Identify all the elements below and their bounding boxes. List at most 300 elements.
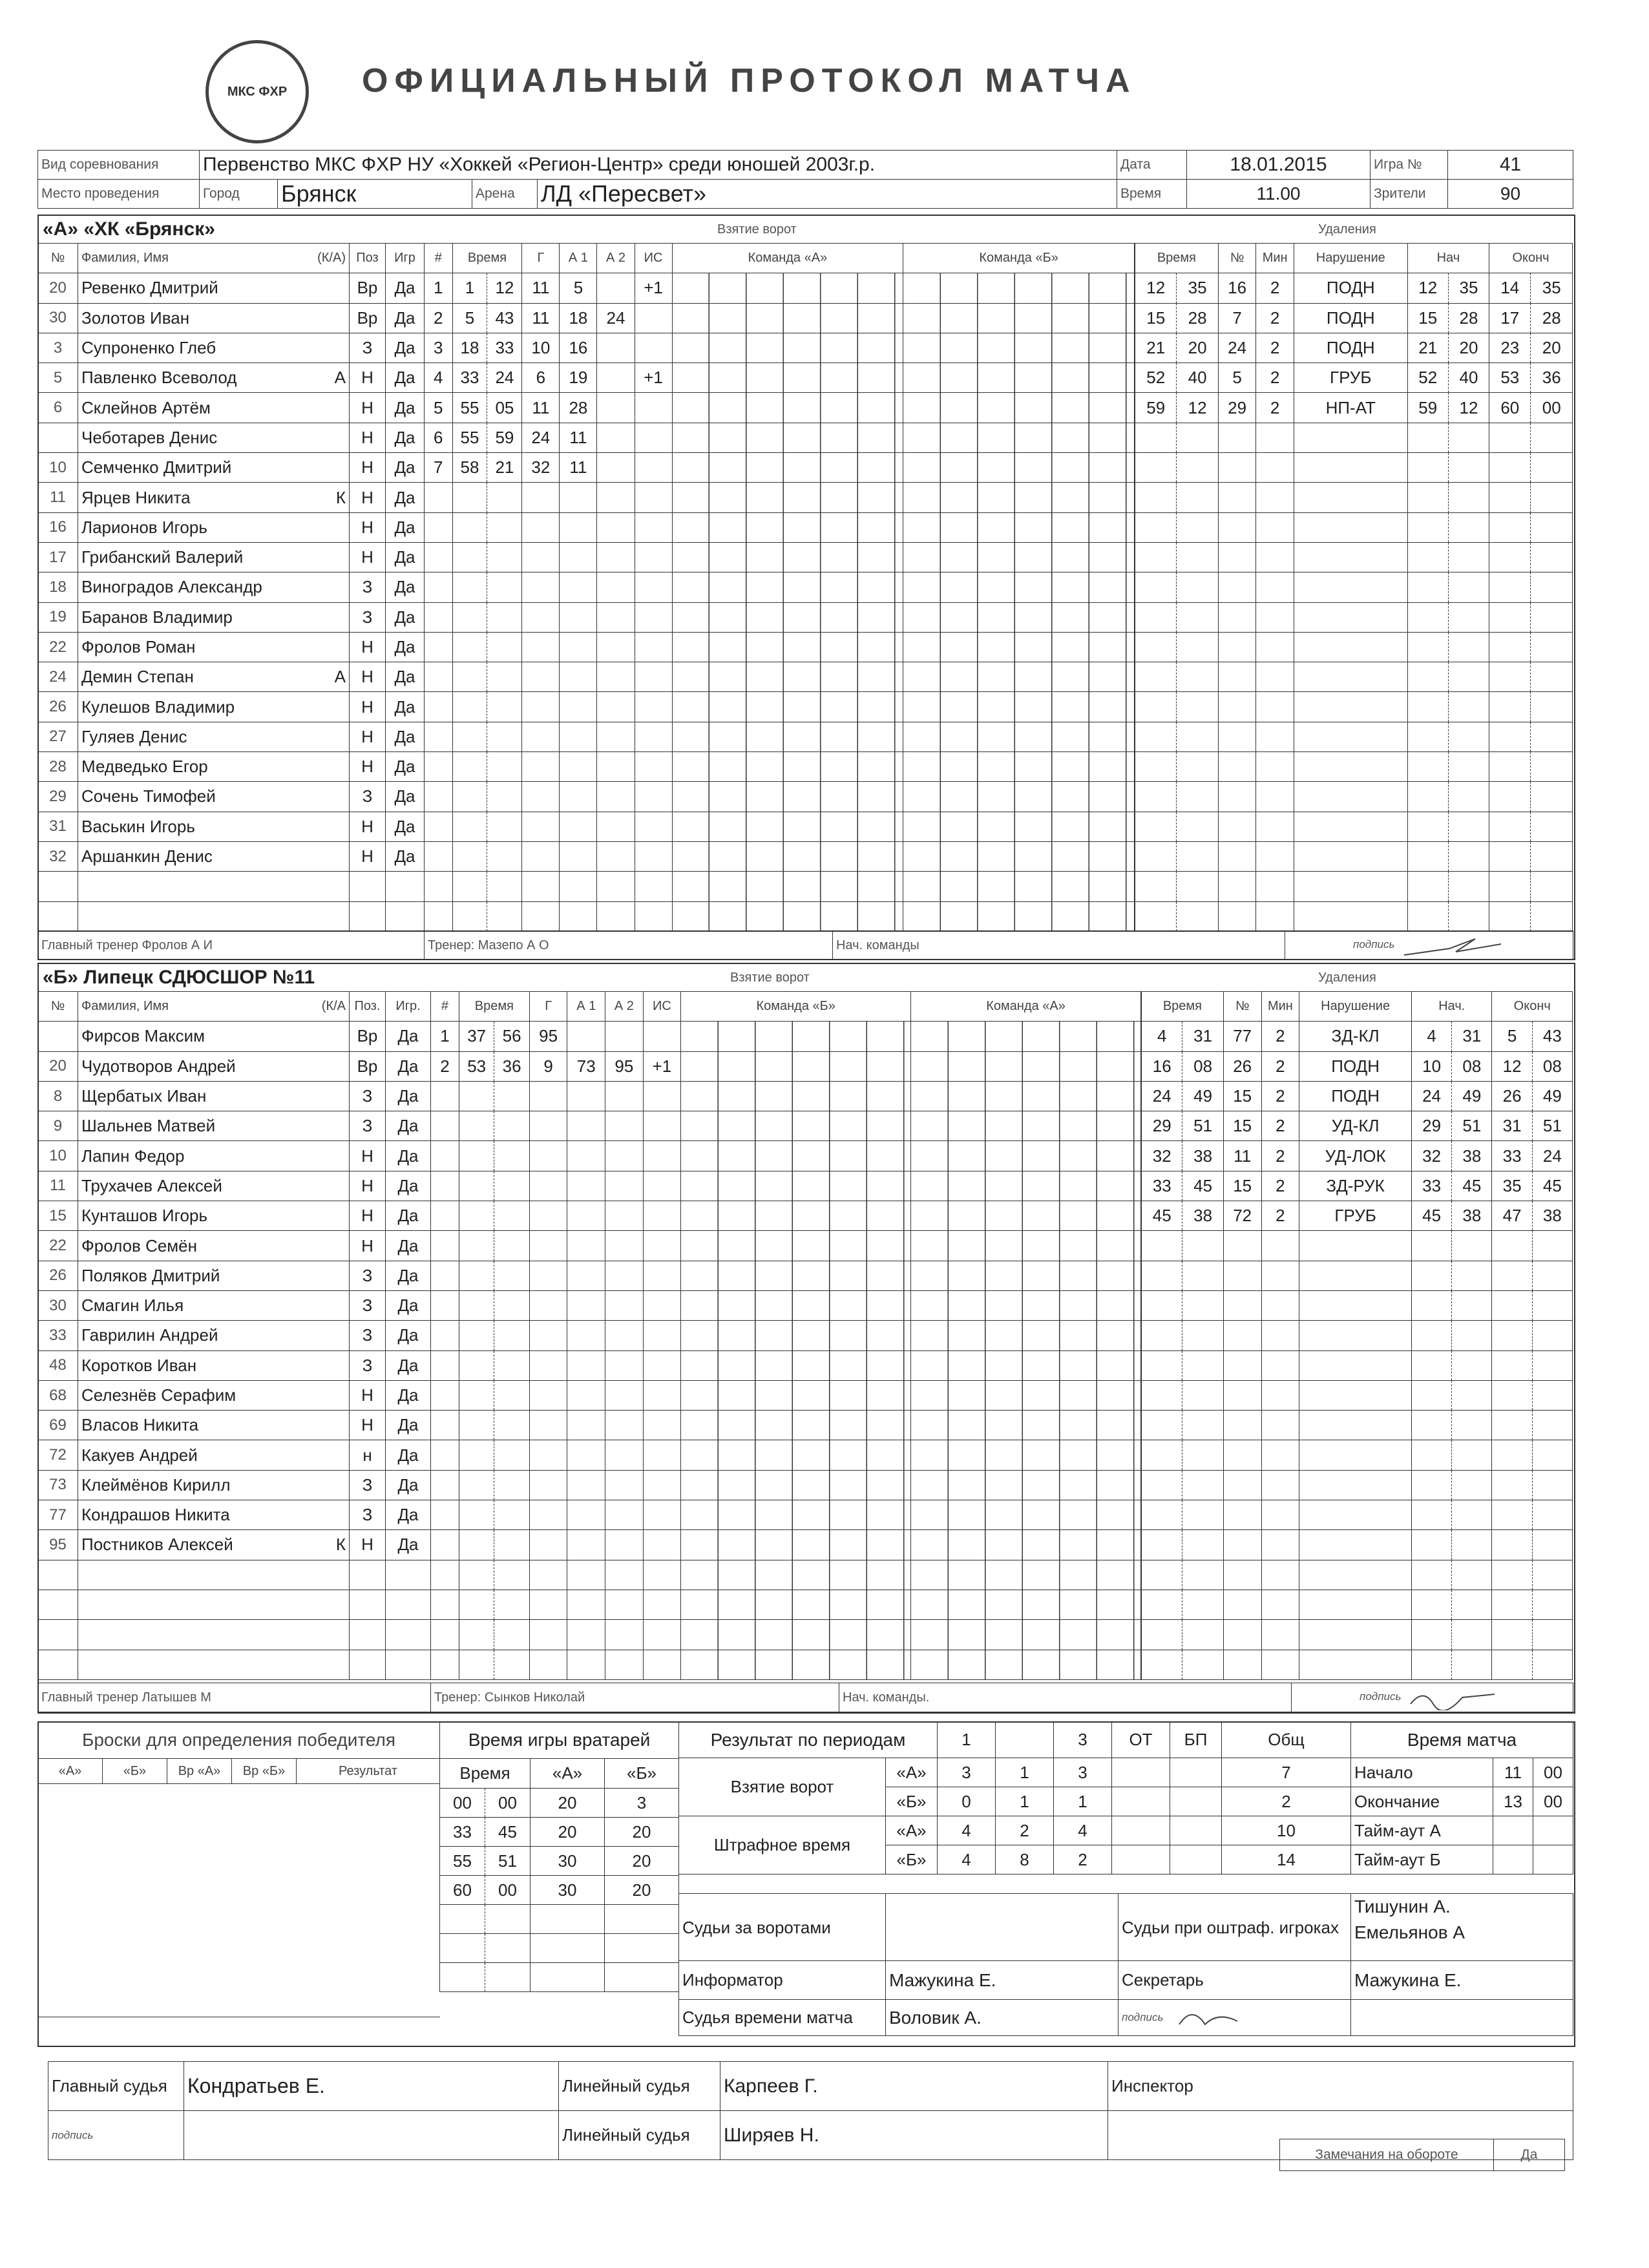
player-name	[78, 1380, 350, 1410]
pen-player	[1218, 812, 1256, 841]
goal-assist-1	[567, 1500, 605, 1530]
pen-violation	[1299, 1350, 1412, 1380]
goal-index	[431, 1111, 459, 1141]
pen-second	[1182, 1530, 1223, 1560]
player-name-text: Кунташов Игорь	[81, 1206, 207, 1226]
onice-a	[672, 483, 903, 512]
col-so-a: «А»	[38, 1759, 103, 1784]
goal-assist-2	[597, 542, 635, 572]
player-position: З	[350, 1321, 386, 1350]
goal-second: 59	[487, 423, 522, 452]
pen-start-min	[1412, 1261, 1452, 1290]
col-assist-1: А 1	[567, 992, 605, 1022]
goal-index	[425, 752, 453, 782]
goal-scorer	[522, 662, 560, 692]
player-position: Н	[350, 453, 386, 483]
pen-violation	[1294, 901, 1407, 931]
player-name	[78, 1470, 350, 1500]
pen-end-min: 53	[1489, 363, 1531, 393]
pen-end-min	[1489, 692, 1531, 722]
player-row	[38, 872, 425, 901]
col-played: Игр.	[386, 992, 431, 1022]
player-name-text: Шальнев Матвей	[81, 1116, 216, 1136]
goal-assist-1	[560, 483, 597, 512]
team-a-chief: Нач. команды	[833, 931, 1285, 960]
pen-end-min: 35	[1492, 1171, 1532, 1201]
pen-second: 28	[1177, 303, 1218, 333]
pen-second	[1177, 632, 1218, 662]
player-played: Да	[386, 273, 425, 303]
goal-second: 12	[487, 273, 522, 303]
penalty-row	[1135, 572, 1573, 602]
player-row	[38, 1141, 431, 1171]
main-referee-value: Кондратьев Е.	[184, 2062, 559, 2111]
main-referee-signature: подпись	[48, 2111, 184, 2160]
player-row	[38, 602, 425, 632]
pen-minute: 12	[1135, 273, 1177, 303]
gk-a-number: 30	[530, 1847, 605, 1876]
goal-minute	[452, 512, 487, 542]
goal-strength	[643, 1201, 681, 1231]
onice-b	[903, 872, 1135, 901]
pen-minute	[1142, 1620, 1182, 1650]
pen-violation	[1294, 453, 1407, 483]
player-name-text: Ларионов Игорь	[81, 517, 207, 537]
pen-minutes	[1256, 692, 1294, 722]
pen-start-min: 52	[1407, 363, 1448, 393]
penalty-row	[1142, 1290, 1573, 1320]
pim-b-p3: 2	[1054, 1845, 1112, 1874]
pen-minute	[1135, 782, 1177, 812]
pen-end-min	[1489, 841, 1531, 871]
pen-minute	[1142, 1590, 1182, 1619]
goal-index	[431, 1530, 459, 1560]
player-row	[38, 1201, 431, 1231]
pim-a-p1: 4	[938, 1816, 996, 1845]
goal-assist-1	[560, 572, 597, 602]
goal-second	[487, 542, 522, 572]
pen-start-min	[1412, 1620, 1452, 1650]
player-name-text: Чеботарев Денис	[81, 427, 218, 447]
pen-second	[1177, 453, 1218, 483]
col-period-3: 3	[1054, 1722, 1112, 1758]
goal-assist-1	[560, 752, 597, 782]
goal-assist-2	[605, 1530, 644, 1560]
player-name-text: Грибанский Валерий	[81, 547, 244, 567]
goal-second: 33	[487, 333, 522, 362]
pen-start-sec	[1452, 1350, 1492, 1380]
player-played: Да	[386, 812, 425, 841]
goal-second	[494, 1411, 529, 1440]
goal-assist-2: 24	[597, 303, 635, 333]
team-b-staff	[37, 1683, 1573, 1712]
pen-minutes	[1256, 542, 1294, 572]
pen-player: 77	[1223, 1022, 1261, 1051]
pen-player	[1223, 1261, 1261, 1290]
onice-a	[681, 1411, 911, 1440]
player-name-text: Постников Алексей	[81, 1535, 233, 1555]
goal-assist-2	[605, 1560, 644, 1590]
player-name	[78, 393, 350, 423]
player-name-text: Виноградов Александр	[81, 577, 262, 597]
pen-minute	[1135, 692, 1177, 722]
goal-index	[431, 1560, 459, 1590]
pen-end-sec: 35	[1531, 273, 1573, 303]
pen-end-sec: 36	[1531, 363, 1573, 393]
goal-minute	[459, 1350, 494, 1380]
pen-start-sec	[1452, 1231, 1492, 1261]
goal-second	[494, 1350, 529, 1380]
timekeeper-value: Воловик А.	[886, 2000, 1119, 2036]
onice-b	[903, 423, 1135, 452]
goal-index: 5	[425, 393, 453, 423]
timeout-a-label: Тайм-аут А	[1351, 1816, 1493, 1845]
player-name-text: Васькин Игорь	[81, 816, 195, 836]
col-position: Поз.	[350, 992, 386, 1022]
goal-strength	[643, 1171, 681, 1201]
goal-scorer	[529, 1530, 567, 1560]
goal-index	[425, 722, 453, 751]
pen-start-sec: 49	[1452, 1081, 1492, 1111]
goal-second	[487, 722, 522, 751]
goal-minute	[459, 1201, 494, 1231]
pen-end-sec	[1531, 872, 1573, 901]
goal-scorer: 95	[529, 1022, 567, 1051]
onice-a	[681, 1530, 911, 1560]
pen-second	[1182, 1380, 1223, 1410]
pen-violation	[1294, 662, 1407, 692]
player-number	[38, 423, 78, 452]
pen-player	[1218, 542, 1256, 572]
onice-b	[903, 841, 1135, 871]
gk-b-number: 3	[605, 1789, 679, 1818]
goal-assist-1	[567, 1560, 605, 1590]
pen-end-sec: 51	[1532, 1111, 1572, 1141]
goal-assist-1	[560, 542, 597, 572]
pen-start-sec	[1452, 1590, 1492, 1619]
pen-start-sec	[1448, 542, 1489, 572]
player-row	[38, 1290, 431, 1320]
pen-start-sec	[1452, 1500, 1492, 1530]
col-pen-end: Оконч	[1489, 244, 1573, 273]
pen-violation	[1294, 872, 1407, 901]
goal-second: 36	[494, 1051, 529, 1081]
col-overtime: ОТ	[1112, 1722, 1170, 1758]
goal-second	[494, 1290, 529, 1320]
goal-row	[425, 273, 1135, 303]
onice-a	[672, 273, 903, 303]
player-name	[78, 1051, 350, 1081]
penalty-row	[1142, 1231, 1573, 1261]
goal-index	[431, 1081, 459, 1111]
goal-row	[431, 1321, 1141, 1350]
onice-b	[911, 1530, 1141, 1560]
pen-minute	[1135, 812, 1177, 841]
player-number: 17	[38, 542, 78, 572]
goals-a-p3: 3	[1054, 1758, 1112, 1787]
goal-minute	[459, 1231, 494, 1261]
pen-end-min: 47	[1492, 1201, 1532, 1231]
onice-a	[681, 1081, 911, 1111]
player-position: Н	[350, 542, 386, 572]
goal-strength	[635, 483, 672, 512]
player-row	[38, 1022, 431, 1051]
pen-player	[1218, 872, 1256, 901]
player-played	[386, 901, 425, 931]
pen-player: 15	[1223, 1111, 1261, 1141]
goal-assist-1	[567, 1201, 605, 1231]
goal-strength	[643, 1022, 681, 1051]
pen-second	[1182, 1620, 1223, 1650]
onice-b	[911, 1022, 1141, 1051]
player-name-text: Золотов Иван	[81, 308, 190, 328]
goal-assist-1: 11	[560, 453, 597, 483]
player-number: 95	[38, 1530, 78, 1560]
goal-strength	[643, 1141, 681, 1171]
onice-b	[903, 483, 1135, 512]
goal-scorer	[529, 1440, 567, 1470]
pen-start-sec: 40	[1448, 363, 1489, 393]
player-played: Да	[386, 1440, 431, 1470]
pen-end-sec	[1532, 1440, 1572, 1470]
pen-start-min	[1412, 1231, 1452, 1261]
player-position: н	[350, 1440, 386, 1470]
onice-a	[681, 1470, 911, 1500]
onice-b	[903, 333, 1135, 362]
col-goal-index: #	[431, 992, 459, 1022]
team-b-label: «Б»	[886, 1787, 938, 1816]
goals-a-total: 7	[1222, 1758, 1351, 1787]
goal-second	[494, 1590, 529, 1619]
col-number: №	[38, 244, 78, 273]
spectators-value: 90	[1448, 180, 1573, 209]
player-number: 20	[38, 1051, 78, 1081]
player-name	[78, 273, 350, 303]
game-number-label: Игра №	[1371, 151, 1448, 180]
goal-index	[431, 1350, 459, 1380]
player-name	[78, 1650, 350, 1679]
pen-start-sec	[1452, 1261, 1492, 1290]
pen-end-min	[1489, 453, 1531, 483]
player-name	[78, 1350, 350, 1380]
pen-minute	[1135, 632, 1177, 662]
pen-second	[1177, 602, 1218, 632]
player-name	[78, 692, 350, 722]
goal-row	[431, 1560, 1141, 1590]
col-shootout: БП	[1170, 1722, 1222, 1758]
onice-b	[911, 1201, 1141, 1231]
gk-a-number	[530, 1905, 605, 1934]
goal-scorer: 10	[522, 333, 560, 362]
player-row	[38, 632, 425, 662]
goal-minute	[459, 1500, 494, 1530]
penalty-box-judges: Тишунин А. Емельянов А	[1351, 1894, 1573, 1961]
goal-minute	[459, 1380, 494, 1410]
goal-minute	[459, 1261, 494, 1290]
pen-player	[1223, 1560, 1261, 1590]
team-b-head-coach: Главный тренер Латышев М	[38, 1683, 431, 1712]
pen-end-sec	[1531, 572, 1573, 602]
pen-end-min: 23	[1489, 333, 1531, 362]
onice-b	[911, 1111, 1141, 1141]
player-number: 28	[38, 752, 78, 782]
goal-row	[425, 542, 1135, 572]
player-name	[78, 542, 350, 572]
col-pen-number: №	[1218, 244, 1256, 273]
pen-player	[1223, 1590, 1261, 1619]
match-info-table	[37, 150, 1573, 209]
player-row	[38, 1530, 431, 1560]
pen-second	[1182, 1411, 1223, 1440]
goals-a-p2: 1	[996, 1758, 1054, 1787]
player-name	[78, 1231, 350, 1261]
pen-start-min	[1407, 602, 1448, 632]
pen-minute: 45	[1142, 1201, 1182, 1231]
onice-b	[903, 363, 1135, 393]
pen-end-min: 5	[1492, 1022, 1532, 1051]
informer-value: Мажукина Е.	[886, 1961, 1119, 2000]
goal-index	[431, 1290, 459, 1320]
pen-end-min	[1489, 483, 1531, 512]
player-position: З	[350, 1470, 386, 1500]
team-b-penalties-table	[1141, 991, 1573, 1680]
player-position: Вр	[350, 1051, 386, 1081]
pen-second: 12	[1177, 393, 1218, 423]
pen-minute	[1142, 1380, 1182, 1410]
col-goal-time: Время	[459, 992, 529, 1022]
pen-minutes: 2	[1256, 303, 1294, 333]
pen-end-sec: 45	[1532, 1171, 1572, 1201]
goal-scorer	[522, 812, 560, 841]
goal-second	[487, 483, 522, 512]
onice-a	[672, 572, 903, 602]
col-so-b: «Б»	[103, 1759, 167, 1784]
goal-assist-1	[567, 1380, 605, 1410]
goal-minute: 5	[452, 303, 487, 333]
pen-violation	[1299, 1560, 1412, 1590]
shootout-title: Броски для определения победителя	[38, 1722, 440, 1759]
onice-b	[911, 1590, 1141, 1619]
goal-assist-2	[597, 333, 635, 362]
pen-player	[1218, 483, 1256, 512]
player-number: 29	[38, 782, 78, 812]
goal-row	[425, 393, 1135, 423]
pen-player	[1223, 1650, 1261, 1679]
player-played: Да	[386, 1470, 431, 1500]
pen-end-sec: 43	[1532, 1022, 1572, 1051]
pen-violation	[1294, 812, 1407, 841]
pen-end-sec: 49	[1532, 1081, 1572, 1111]
onice-a	[672, 782, 903, 812]
pen-minutes	[1261, 1411, 1299, 1440]
player-number: 27	[38, 722, 78, 751]
pen-end-min	[1489, 722, 1531, 751]
start-label: Начало	[1351, 1758, 1493, 1787]
pim-a-so	[1170, 1816, 1222, 1845]
pen-second	[1182, 1500, 1223, 1530]
pen-end-sec: 20	[1531, 333, 1573, 362]
goal-assist-1	[567, 1022, 605, 1051]
pen-minute: 15	[1135, 303, 1177, 333]
pen-start-sec	[1452, 1290, 1492, 1320]
goal-index	[431, 1171, 459, 1201]
penalty-row	[1142, 1261, 1573, 1290]
goal-strength	[643, 1590, 681, 1619]
arena-label: Арена	[472, 180, 538, 208]
goal-strength	[635, 901, 672, 931]
goal-assist-2	[597, 423, 635, 452]
player-number: 20	[38, 273, 78, 303]
player-number: 3	[38, 333, 78, 362]
col-ka: (К/А	[321, 999, 346, 1014]
player-row	[38, 662, 425, 692]
goal-row	[425, 632, 1135, 662]
pen-player	[1223, 1350, 1261, 1380]
team-a-goals-table	[424, 243, 1135, 932]
pen-end-min	[1489, 632, 1531, 662]
player-row	[38, 841, 425, 871]
pim-b-so	[1170, 1845, 1222, 1874]
goal-index: 3	[425, 333, 453, 362]
pen-violation	[1299, 1470, 1412, 1500]
goal-minute	[459, 1620, 494, 1650]
onice-a	[681, 1440, 911, 1470]
pen-player	[1218, 901, 1256, 931]
pen-start-sec	[1448, 572, 1489, 602]
goal-second	[487, 752, 522, 782]
col-number: №	[38, 992, 78, 1022]
date-label: Дата	[1117, 151, 1187, 180]
pen-second	[1177, 901, 1218, 931]
goal-index	[425, 602, 453, 632]
penalty-row	[1142, 1111, 1573, 1141]
remarks-value: Да	[1520, 2147, 1538, 2162]
player-position	[350, 872, 386, 901]
city-value: Брянск	[278, 180, 472, 208]
goal-assist-2	[605, 1231, 644, 1261]
team-a-label: «А»	[886, 1816, 938, 1845]
pen-minutes	[1256, 901, 1294, 931]
goal-minute: 33	[452, 363, 487, 393]
goal-index	[431, 1411, 459, 1440]
pen-minutes: 2	[1256, 363, 1294, 393]
pen-start-sec	[1448, 872, 1489, 901]
goal-second	[494, 1321, 529, 1350]
gk-b-number	[605, 1934, 679, 1963]
goal-index: 6	[425, 423, 453, 452]
goal-strength	[635, 841, 672, 871]
goal-minute	[459, 1111, 494, 1141]
goal-scorer	[529, 1350, 567, 1380]
pen-minute	[1135, 483, 1177, 512]
pen-end-sec	[1532, 1650, 1572, 1679]
player-number: 30	[38, 1290, 78, 1320]
pen-end-min	[1492, 1440, 1532, 1470]
end-minute: 00	[1533, 1787, 1573, 1816]
goal-row	[425, 572, 1135, 602]
goal-minute	[452, 662, 487, 692]
goal-assist-1	[560, 632, 597, 662]
pen-player	[1218, 423, 1256, 452]
player-played: Да	[386, 483, 425, 512]
pen-start-sec	[1448, 512, 1489, 542]
pen-violation	[1299, 1620, 1412, 1650]
pen-violation	[1294, 632, 1407, 662]
goal-assist-2	[605, 1081, 644, 1111]
goal-assist-1: 16	[560, 333, 597, 362]
pen-end-min	[1492, 1350, 1532, 1380]
player-name	[78, 1530, 350, 1560]
